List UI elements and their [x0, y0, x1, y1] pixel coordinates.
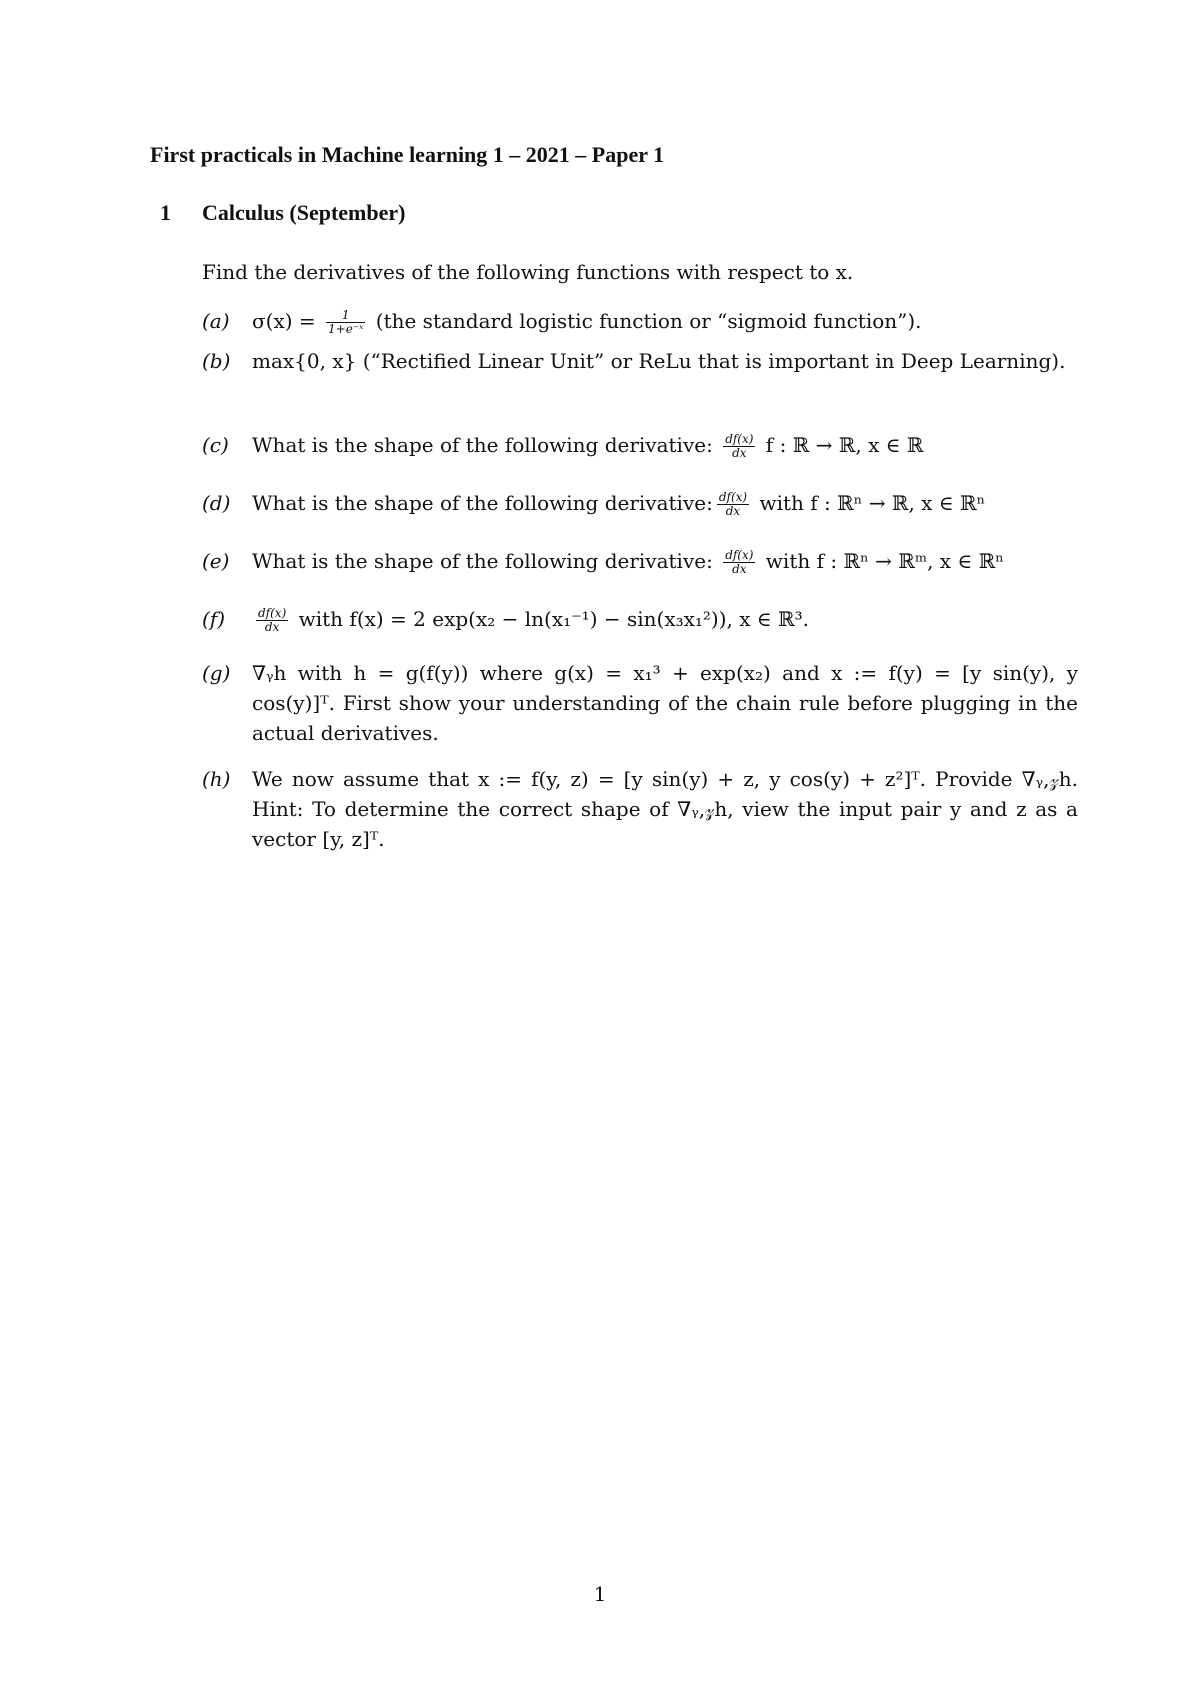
item-text: max{0, x} (“Rectified Linear Unit” or ReLu that is important in Deep Learning).	[252, 349, 1066, 373]
item-body	[252, 546, 1078, 576]
item-label: (f)	[202, 607, 226, 631]
exercise-item-d	[202, 488, 1078, 518]
item-text: ∇ᵧh with h = g(f(y)) where g(x) = x₁³ + exp(x₂) and x := f(y) = [y sin(y), y cos(y)]ᵀ. First show your understanding of the chain rule before plugging in the actual derivatives.	[252, 661, 1078, 745]
fraction-denominator: dx	[732, 446, 747, 460]
fraction	[256, 607, 288, 634]
item-label: (b)	[202, 349, 231, 373]
section-number: 1	[160, 200, 171, 225]
fraction-numerator: df(x)	[258, 606, 287, 620]
exercise-item-g	[202, 658, 1078, 748]
item-body	[252, 430, 1078, 460]
exercise-item-b	[202, 346, 1078, 376]
item-text: with f : ℝⁿ → ℝᵐ, x ∈ ℝⁿ	[759, 549, 1004, 573]
exercise-item-h	[202, 764, 1078, 854]
fraction	[723, 433, 755, 460]
fraction-denominator: 1+e⁻ˣ	[328, 322, 364, 336]
item-text: f : ℝ → ℝ, x ∈ ℝ	[759, 433, 924, 457]
intro-text: Find the derivatives of the following functions with respect to x.	[202, 260, 854, 284]
fraction-numerator: df(x)	[725, 432, 754, 446]
exercise-item-e	[202, 546, 1078, 576]
item-text: What is the shape of the following derivative:	[252, 433, 720, 457]
item-text: What is the shape of the following derivative:	[252, 491, 713, 515]
fraction-numerator: df(x)	[725, 548, 754, 562]
item-label: (g)	[202, 661, 231, 685]
fraction	[717, 491, 749, 518]
item-label: (h)	[202, 767, 231, 791]
item-label: (e)	[202, 549, 230, 573]
item-text: (the standard logistic function or “sigmoid function”).	[369, 309, 922, 333]
exercise-item-f	[202, 604, 1078, 634]
fraction	[723, 549, 755, 576]
section-heading	[160, 200, 405, 226]
exercise-item-a	[202, 306, 1078, 336]
item-label: (c)	[202, 433, 229, 457]
fraction-numerator: 1	[326, 309, 365, 323]
fraction	[326, 309, 365, 336]
page-title: First practicals in Machine learning 1 – 2021 – Paper 1	[150, 142, 665, 167]
item-label: (d)	[202, 491, 231, 515]
item-label: (a)	[202, 309, 230, 333]
item-text: σ(x) =	[252, 309, 323, 333]
item-body	[252, 488, 1078, 518]
exercise-item-c	[202, 430, 1078, 460]
item-body	[252, 306, 1078, 336]
fraction-denominator: dx	[732, 562, 747, 576]
item-text: We now assume that x := f(y, z) = [y sin(y) + z, y cos(y) + z²]ᵀ. Provide ∇ᵧ,𝓏h. Hint: To determine the correct shape of ∇ᵧ,𝓏h, view the input pair y and z as a vector [y, z]ᵀ.	[252, 767, 1078, 851]
fraction-numerator: df(x)	[718, 490, 748, 504]
fraction-denominator: dx	[264, 620, 280, 634]
item-text: What is the shape of the following derivative:	[252, 549, 720, 573]
fraction-denominator: dx	[725, 504, 741, 518]
section-title: Calculus (September)	[202, 200, 406, 225]
page-number: 1	[593, 1582, 607, 1606]
item-body	[252, 604, 1078, 634]
item-text: with f : ℝⁿ → ℝ, x ∈ ℝⁿ	[753, 491, 986, 515]
item-text: with f(x) = 2 exp(x₂ − ln(x₁⁻¹) − sin(x₃x₁²)), x ∈ ℝ³.	[292, 607, 810, 631]
